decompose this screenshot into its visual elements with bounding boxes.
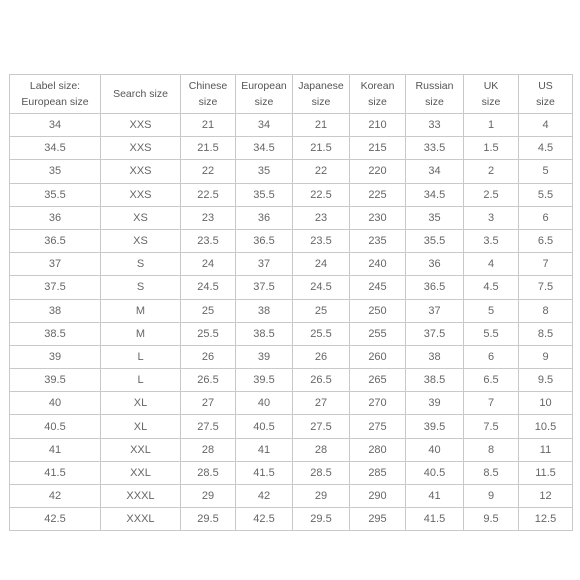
column-header-search-size <box>101 75 181 114</box>
table-cell-us-size: 4 <box>519 114 573 137</box>
table-cell-uk-size: 4 <box>464 253 519 276</box>
table-cell-label-size-european: 38.5 <box>10 322 101 345</box>
size-conversion-table <box>9 74 573 531</box>
table-cell-russian-size: 39.5 <box>406 415 464 438</box>
column-header-text: size <box>368 96 387 108</box>
table-cell-european-size: 41 <box>236 438 293 461</box>
table-cell-uk-size: 5.5 <box>464 322 519 345</box>
table-cell-russian-size: 38 <box>406 345 464 368</box>
table-cell-us-size: 8 <box>519 299 573 322</box>
table-cell-japanese-size: 26.5 <box>293 369 350 392</box>
table-cell-korean-size: 255 <box>350 322 406 345</box>
table-cell-korean-size: 275 <box>350 415 406 438</box>
table-cell-search-size: XXS <box>101 183 181 206</box>
column-header-russian-size <box>406 75 464 114</box>
table-row <box>10 415 573 438</box>
column-header-text: size <box>481 96 501 108</box>
table-cell-korean-size: 230 <box>350 206 406 229</box>
table-cell-chinese-size: 22.5 <box>181 183 236 206</box>
table-cell-russian-size: 40.5 <box>406 461 464 484</box>
table-cell-search-size: XXXL <box>101 508 181 531</box>
table-cell-chinese-size: 29 <box>181 485 236 508</box>
table-cell-european-size: 36 <box>236 206 293 229</box>
table-cell-japanese-size: 29.5 <box>293 508 350 531</box>
column-header-us-size <box>519 75 573 114</box>
table-cell-korean-size: 270 <box>350 392 406 415</box>
table-cell-label-size-european: 39 <box>10 345 101 368</box>
table-cell-korean-size: 240 <box>350 253 406 276</box>
table-cell-russian-size: 35 <box>406 206 464 229</box>
table-cell-us-size: 12.5 <box>519 508 573 531</box>
table-cell-label-size-european: 35.5 <box>10 183 101 206</box>
column-header-text: US <box>538 80 553 92</box>
table-cell-us-size: 9 <box>519 345 573 368</box>
table-row <box>10 369 573 392</box>
table-cell-chinese-size: 23 <box>181 206 236 229</box>
column-header-text: Search size <box>113 88 168 100</box>
table-cell-uk-size: 2 <box>464 160 519 183</box>
table-cell-us-size: 12 <box>519 485 573 508</box>
table-cell-us-size: 7 <box>519 253 573 276</box>
table-cell-uk-size: 7 <box>464 392 519 415</box>
table-cell-japanese-size: 23.5 <box>293 229 350 252</box>
table-cell-label-size-european: 40 <box>10 392 101 415</box>
table-cell-uk-size: 9.5 <box>464 508 519 531</box>
table-cell-us-size: 5 <box>519 160 573 183</box>
table-row <box>10 392 573 415</box>
table-cell-korean-size: 220 <box>350 160 406 183</box>
column-header-korean-size <box>350 75 406 114</box>
table-row <box>10 137 573 160</box>
table-row <box>10 206 573 229</box>
column-header-japanese-size <box>293 75 350 114</box>
table-cell-chinese-size: 24 <box>181 253 236 276</box>
table-cell-chinese-size: 21 <box>181 114 236 137</box>
table-row <box>10 276 573 299</box>
column-header-text: Label size: <box>29 80 81 92</box>
table-cell-us-size: 7.5 <box>519 276 573 299</box>
table-cell-search-size: XXS <box>101 160 181 183</box>
table-row <box>10 438 573 461</box>
table-cell-russian-size: 34.5 <box>406 183 464 206</box>
table-cell-chinese-size: 26 <box>181 345 236 368</box>
column-header-text: size <box>536 96 555 108</box>
column-header-text: Japanese <box>298 80 344 92</box>
table-cell-us-size: 8.5 <box>519 322 573 345</box>
table-cell-japanese-size: 22.5 <box>293 183 350 206</box>
table-cell-us-size: 10 <box>519 392 573 415</box>
table-cell-korean-size: 285 <box>350 461 406 484</box>
table-cell-european-size: 42 <box>236 485 293 508</box>
table-cell-japanese-size: 21 <box>293 114 350 137</box>
column-header-uk-size <box>464 75 519 114</box>
table-cell-european-size: 34.5 <box>236 137 293 160</box>
table-cell-uk-size: 1 <box>464 114 519 137</box>
table-cell-uk-size: 7.5 <box>464 415 519 438</box>
table-cell-russian-size: 40 <box>406 438 464 461</box>
table-cell-european-size: 42.5 <box>236 508 293 531</box>
column-header-text: size <box>425 96 444 108</box>
table-row <box>10 508 573 531</box>
column-header-text: Chinese <box>188 80 228 92</box>
table-cell-us-size: 5.5 <box>519 183 573 206</box>
table-cell-european-size: 35.5 <box>236 183 293 206</box>
column-header-european-size <box>236 75 293 114</box>
table-cell-search-size: L <box>101 369 181 392</box>
column-header-text: Russian <box>415 80 454 92</box>
table-cell-russian-size: 33 <box>406 114 464 137</box>
table-cell-uk-size: 3 <box>464 206 519 229</box>
table-cell-japanese-size: 28 <box>293 438 350 461</box>
table-cell-uk-size: 4.5 <box>464 276 519 299</box>
table-cell-uk-size: 2.5 <box>464 183 519 206</box>
table-cell-label-size-european: 41 <box>10 438 101 461</box>
table-cell-label-size-european: 39.5 <box>10 369 101 392</box>
table-cell-search-size: XXL <box>101 438 181 461</box>
table-cell-russian-size: 33.5 <box>406 137 464 160</box>
table-cell-russian-size: 41.5 <box>406 508 464 531</box>
table-cell-chinese-size: 25.5 <box>181 322 236 345</box>
table-cell-european-size: 41.5 <box>236 461 293 484</box>
column-header-label-size-european <box>10 75 101 114</box>
table-body <box>10 114 573 531</box>
table-cell-search-size: M <box>101 299 181 322</box>
table-cell-label-size-european: 35 <box>10 160 101 183</box>
table-cell-european-size: 38.5 <box>236 322 293 345</box>
table-cell-korean-size: 260 <box>350 345 406 368</box>
table-row <box>10 229 573 252</box>
table-row <box>10 160 573 183</box>
table-cell-korean-size: 235 <box>350 229 406 252</box>
table-cell-us-size: 11.5 <box>519 461 573 484</box>
table-row <box>10 461 573 484</box>
column-header-text: UK <box>483 80 499 92</box>
table-cell-japanese-size: 23 <box>293 206 350 229</box>
table-cell-uk-size: 6 <box>464 345 519 368</box>
table-row <box>10 485 573 508</box>
table-cell-uk-size: 1.5 <box>464 137 519 160</box>
table-cell-russian-size: 34 <box>406 160 464 183</box>
column-header-chinese-size <box>181 75 236 114</box>
table-header-row <box>10 75 573 114</box>
table-cell-search-size: XS <box>101 206 181 229</box>
table-cell-label-size-european: 36 <box>10 206 101 229</box>
table-cell-search-size: XL <box>101 415 181 438</box>
table-cell-label-size-european: 41.5 <box>10 461 101 484</box>
table-cell-search-size: XXXL <box>101 485 181 508</box>
table-cell-korean-size: 280 <box>350 438 406 461</box>
table-cell-label-size-european: 36.5 <box>10 229 101 252</box>
table-cell-japanese-size: 24 <box>293 253 350 276</box>
table-cell-label-size-european: 34.5 <box>10 137 101 160</box>
table-cell-european-size: 40 <box>236 392 293 415</box>
table-cell-russian-size: 37 <box>406 299 464 322</box>
table-cell-european-size: 34 <box>236 114 293 137</box>
table-cell-russian-size: 35.5 <box>406 229 464 252</box>
table-cell-russian-size: 38.5 <box>406 369 464 392</box>
table-cell-chinese-size: 28 <box>181 438 236 461</box>
size-chart <box>9 74 572 531</box>
table-cell-korean-size: 265 <box>350 369 406 392</box>
table-cell-european-size: 37 <box>236 253 293 276</box>
table-cell-european-size: 36.5 <box>236 229 293 252</box>
table-cell-russian-size: 39 <box>406 392 464 415</box>
table-cell-korean-size: 295 <box>350 508 406 531</box>
table-cell-chinese-size: 26.5 <box>181 369 236 392</box>
table-cell-japanese-size: 26 <box>293 345 350 368</box>
table-cell-chinese-size: 27 <box>181 392 236 415</box>
table-cell-chinese-size: 29.5 <box>181 508 236 531</box>
table-cell-uk-size: 8 <box>464 438 519 461</box>
table-cell-us-size: 10.5 <box>519 415 573 438</box>
table-cell-us-size: 6 <box>519 206 573 229</box>
column-header-text: European size <box>21 96 89 108</box>
table-cell-european-size: 39.5 <box>236 369 293 392</box>
table-cell-uk-size: 3.5 <box>464 229 519 252</box>
table-cell-japanese-size: 29 <box>293 485 350 508</box>
column-header-text: size <box>254 96 274 108</box>
table-cell-russian-size: 37.5 <box>406 322 464 345</box>
table-cell-european-size: 35 <box>236 160 293 183</box>
table-cell-label-size-european: 38 <box>10 299 101 322</box>
table-cell-russian-size: 41 <box>406 485 464 508</box>
table-cell-search-size: XXS <box>101 114 181 137</box>
table-cell-chinese-size: 24.5 <box>181 276 236 299</box>
table-row <box>10 345 573 368</box>
table-cell-japanese-size: 22 <box>293 160 350 183</box>
table-cell-russian-size: 36.5 <box>406 276 464 299</box>
table-cell-korean-size: 250 <box>350 299 406 322</box>
table-cell-korean-size: 245 <box>350 276 406 299</box>
table-cell-chinese-size: 21.5 <box>181 137 236 160</box>
table-cell-japanese-size: 25.5 <box>293 322 350 345</box>
table-cell-search-size: S <box>101 276 181 299</box>
table-cell-chinese-size: 25 <box>181 299 236 322</box>
table-cell-korean-size: 225 <box>350 183 406 206</box>
table-cell-european-size: 38 <box>236 299 293 322</box>
table-cell-uk-size: 5 <box>464 299 519 322</box>
table-cell-chinese-size: 23.5 <box>181 229 236 252</box>
table-cell-japanese-size: 27 <box>293 392 350 415</box>
table-cell-japanese-size: 24.5 <box>293 276 350 299</box>
table-cell-european-size: 39 <box>236 345 293 368</box>
table-cell-european-size: 37.5 <box>236 276 293 299</box>
table-cell-label-size-european: 34 <box>10 114 101 137</box>
table-cell-label-size-european: 40.5 <box>10 415 101 438</box>
table-cell-korean-size: 215 <box>350 137 406 160</box>
table-cell-uk-size: 8.5 <box>464 461 519 484</box>
table-cell-korean-size: 290 <box>350 485 406 508</box>
table-cell-us-size: 11 <box>519 438 573 461</box>
table-cell-uk-size: 9 <box>464 485 519 508</box>
table-cell-chinese-size: 27.5 <box>181 415 236 438</box>
table-cell-japanese-size: 27.5 <box>293 415 350 438</box>
table-cell-european-size: 40.5 <box>236 415 293 438</box>
table-cell-chinese-size: 22 <box>181 160 236 183</box>
table-cell-russian-size: 36 <box>406 253 464 276</box>
table-cell-label-size-european: 37 <box>10 253 101 276</box>
table-cell-uk-size: 6.5 <box>464 369 519 392</box>
table-cell-us-size: 9.5 <box>519 369 573 392</box>
table-cell-search-size: XXS <box>101 137 181 160</box>
table-cell-label-size-european: 42.5 <box>10 508 101 531</box>
column-header-text: size <box>198 96 218 108</box>
column-header-text: Korean <box>360 80 395 92</box>
table-cell-japanese-size: 28.5 <box>293 461 350 484</box>
table-cell-search-size: M <box>101 322 181 345</box>
table-cell-label-size-european: 42 <box>10 485 101 508</box>
column-header-text: European <box>241 80 287 92</box>
table-cell-japanese-size: 21.5 <box>293 137 350 160</box>
table-cell-korean-size: 210 <box>350 114 406 137</box>
table-row <box>10 183 573 206</box>
table-cell-label-size-european: 37.5 <box>10 276 101 299</box>
table-row <box>10 253 573 276</box>
table-cell-japanese-size: 25 <box>293 299 350 322</box>
table-cell-search-size: L <box>101 345 181 368</box>
column-header-text: size <box>311 96 331 108</box>
table-cell-search-size: XS <box>101 229 181 252</box>
table-cell-us-size: 4.5 <box>519 137 573 160</box>
table-row <box>10 322 573 345</box>
table-cell-search-size: XL <box>101 392 181 415</box>
table-cell-search-size: XXL <box>101 461 181 484</box>
table-cell-search-size: S <box>101 253 181 276</box>
table-cell-chinese-size: 28.5 <box>181 461 236 484</box>
table-cell-us-size: 6.5 <box>519 229 573 252</box>
table-row <box>10 114 573 137</box>
table-row <box>10 299 573 322</box>
